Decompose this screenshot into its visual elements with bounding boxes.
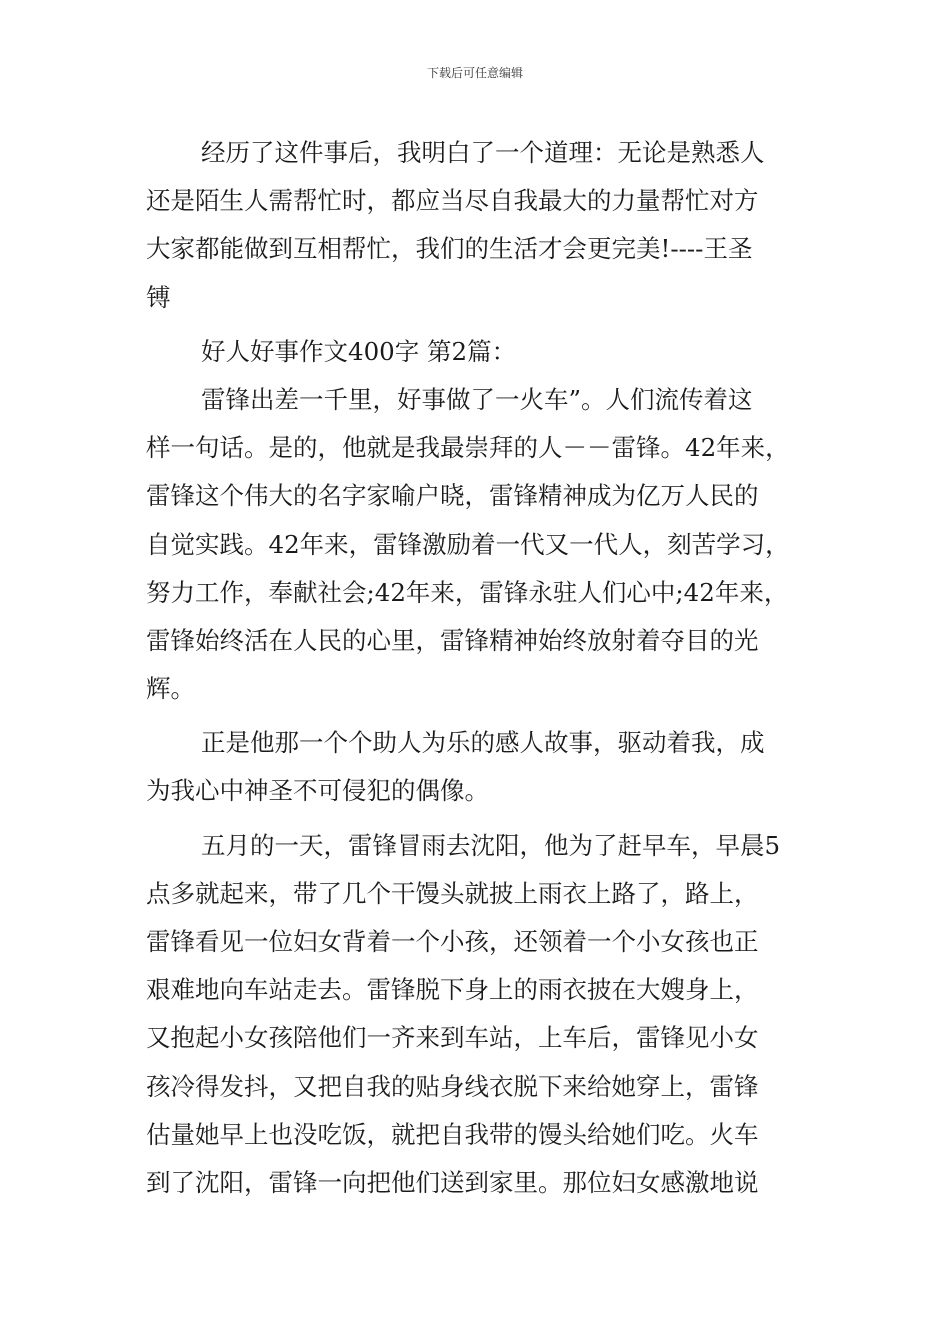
paragraph-2 — [146, 376, 810, 713]
paragraph-1 — [146, 129, 810, 322]
text-line: 孩冷得发抖，又把自我的贴身线衣脱下来给她穿上，雷锋 — [146, 1071, 759, 1101]
text-line: 自觉实践。42年来，雷锋激励着一代又一代人，刻苦学习， — [146, 529, 790, 559]
text-line: 样一句话。是的，他就是我最崇拜的人－－雷锋。42年来， — [146, 433, 790, 463]
text-line: 雷锋出差一千里，好事做了一火车”。人们流传着这 — [201, 384, 753, 414]
text-line: 艰难地向车站走去。雷锋脱下身上的雨衣披在大嫂身上， — [146, 975, 759, 1005]
text-line: 又抱起小女孩陪他们一齐来到车站，上车后，雷锋见小女 — [146, 1023, 759, 1053]
paragraph-4 — [146, 822, 810, 1208]
text-line: 还是陌生人需帮忙时，都应当尽自我最大的力量帮忙对方 — [146, 186, 759, 216]
section-heading — [146, 328, 810, 376]
page-header: 下载后可任意编辑 — [426, 66, 523, 80]
text-line: 点多就起来，带了几个干馒头就披上雨衣上路了，路上， — [146, 878, 759, 908]
text-line: 五月的一天，雷锋冒雨去沈阳，他为了赶早车，早晨5 — [201, 830, 781, 860]
text-line: 大家都能做到互相帮忙，我们的生活才会更完美!----王圣 — [146, 234, 753, 264]
text-line: 雷锋看见一位妇女背着一个小孩，还领着一个小女孩也正 — [146, 927, 759, 956]
text-line: 正是他那一个个助人为乐的感人故事，驱动着我，成 — [201, 728, 765, 758]
section-title: 好人好事作文400字 第2篇： — [201, 336, 517, 366]
text-line: 估量她早上也没吃饭，就把自我带的馒头给她们吃。火车 — [146, 1119, 759, 1149]
text-line: 到了沈阳，雷锋一向把他们送到家里。那位妇女感激地说 — [146, 1167, 759, 1197]
document-body — [146, 129, 810, 1207]
text-line: 努力工作，奉献社会;42年来，雷锋永驻人们心中;42年来， — [146, 577, 789, 607]
text-line: 雷锋始终活在人民的心里，雷锋精神始终放射着夺目的光 — [146, 625, 759, 655]
text-line: 辉。 — [146, 674, 195, 704]
text-line: 镈 — [146, 282, 171, 312]
text-line: 经历了这件事后，我明白了一个道理：无论是熟悉人 — [201, 138, 765, 167]
text-line: 为我心中神圣不可侵犯的偶像。 — [146, 776, 489, 806]
text-line: 雷锋这个伟大的名字家喻户晓，雷锋精神成为亿万人民的 — [146, 481, 759, 511]
paragraph-3 — [146, 719, 810, 815]
